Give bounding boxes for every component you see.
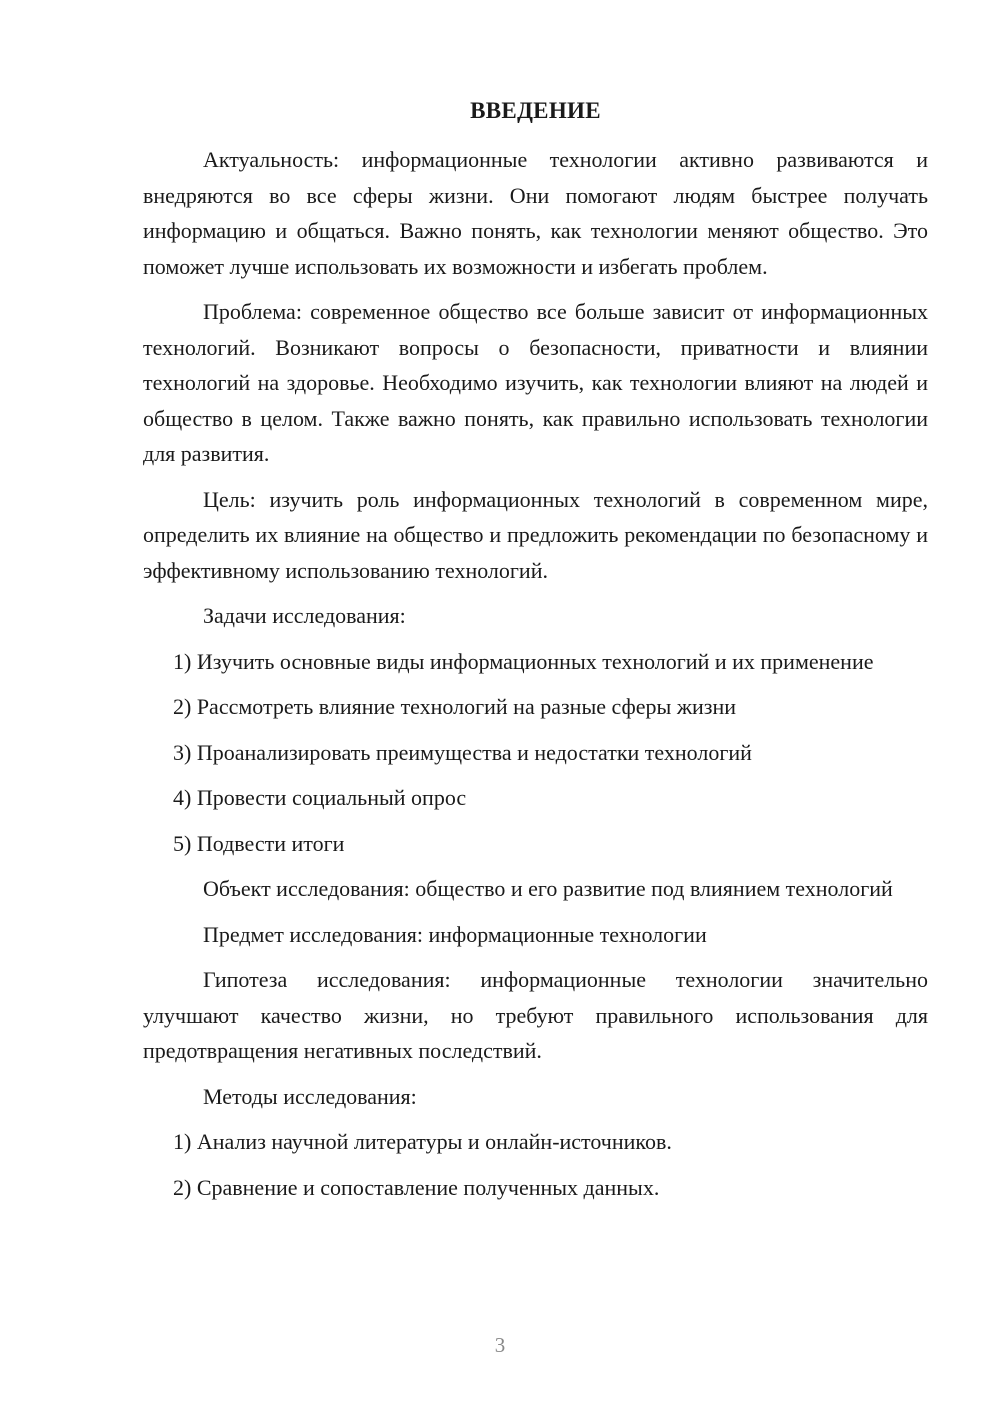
methods-heading: Методы исследования: — [203, 1083, 417, 1109]
page-title: ВВЕДЕНИЕ — [470, 98, 601, 123]
hypothesis-paragraph: Гипотеза исследования: информационные технологии значительно улучшают качество жизни, но требуют правильного использования для предотвращения негативных последствий. — [143, 967, 928, 1063]
goal-paragraph: Цель: изучить роль информационных технологий в современном мире, определить их влияние на общество и предложить рекомендации по безопасному и эффективному использованию технологий. — [143, 486, 928, 583]
problem-paragraph: Проблема: современное общество все больше зависит от информационных технологий. Возникают вопросы о безопасности, приватности и влиянии технологий на здоровье. Необходимо изучить, как технологии влияют на людей и общество в целом. Также важно понять, как правильно использовать технологии для развития. — [143, 299, 928, 466]
task-item-1: 1) Изучить основные виды информационных технологий и их применение — [173, 648, 874, 674]
task-item-4: 4) Провести социальный опрос — [173, 785, 467, 810]
method-item-1: 1) Анализ научной литературы и онлайн-источников. — [173, 1129, 672, 1154]
page-number: 3 — [494, 1333, 506, 1357]
document-page — [143, 96, 928, 1215]
method-item-2: 2) Сравнение и сопоставление полученных данных. — [173, 1174, 660, 1200]
task-item-5: 5) Подвести итоги — [173, 830, 345, 856]
object-paragraph: Объект исследования: общество и его развитие под влиянием технологий — [203, 876, 893, 901]
subject-paragraph: Предмет исследования: информационные технологии — [203, 921, 707, 947]
task-item-3: 3) Проанализировать преимущества и недостатки технологий — [173, 739, 752, 765]
task-item-2: 2) Рассмотреть влияние технологий на разные сферы жизни — [173, 694, 737, 719]
tasks-heading: Задачи исследования: — [203, 603, 406, 628]
relevance-paragraph: Актуальность: информационные технологии активно развиваются и внедряются во все сферы жизни. Они помогают людям быстрее получать информацию и общаться. Важно понять, как технологии меняют общество. Это поможет лучше использовать их возможности и избегать проблем. — [143, 147, 928, 279]
